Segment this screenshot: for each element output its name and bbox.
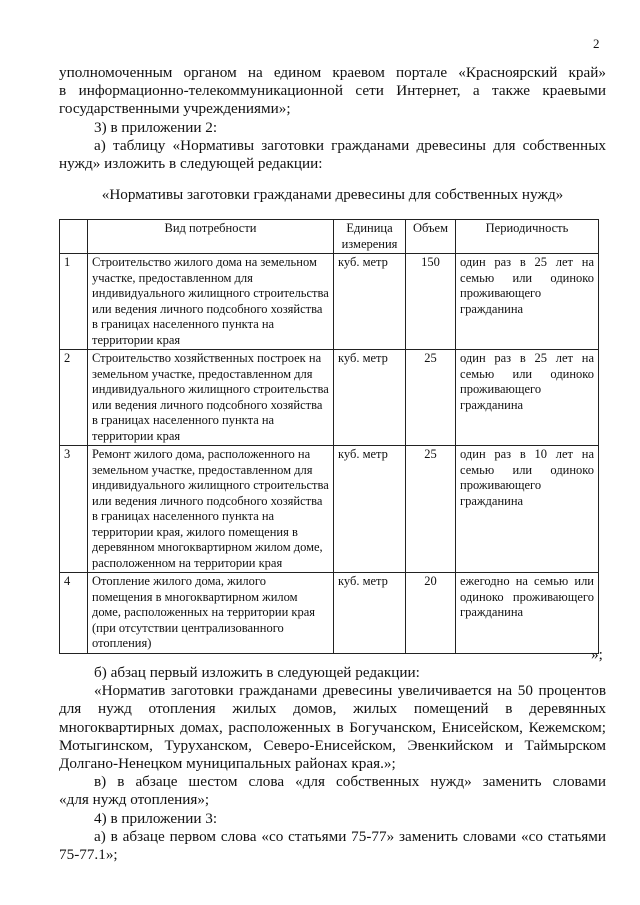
item-3a-line-2: нужд» изложить в следующей редакции: — [59, 155, 323, 172]
page-number: 2 — [593, 36, 600, 51]
row-period: один раз в 25 лет на семью или одиноко проживающего гражданина — [456, 350, 599, 446]
table-row — [60, 350, 599, 446]
row-volume: 25 — [406, 350, 456, 446]
row-unit: куб. метр — [334, 446, 406, 573]
quote-b-line-3: многоквартирных домах, расположенных в Богучанском, Енисейском, Кежемском; — [59, 719, 606, 736]
row-volume: 150 — [406, 254, 456, 350]
row-unit: куб. метр — [334, 254, 406, 350]
item-b: б) абзац первый изложить в следующей редакции: — [94, 664, 420, 681]
item-v-line-1: в) в абзаце шестом слова «для собственных нужд» заменить словами — [94, 773, 606, 790]
intro-line-2: в информационно-телекоммуникационной сети Интернет, а также краевыми — [59, 82, 606, 99]
row-period: один раз в 25 лет на семью или одиноко проживающего гражданина — [456, 254, 599, 350]
row-period: ежегодно на семью или одиноко проживающего гражданина — [456, 573, 599, 654]
row-unit: куб. метр — [334, 350, 406, 446]
header-unit: Единица измерения — [334, 220, 406, 254]
row-need: Строительство хозяйственных построек на земельном участке, предоставленном для индивидуального жилищного строительства или ведения личного подсобного хозяйства в границах населенного пункта на территории края — [88, 350, 334, 446]
table-row — [60, 573, 599, 654]
item-4a-line-2: 75-77.1»; — [59, 846, 118, 863]
item-3: 3) в приложении 2: — [94, 119, 218, 136]
row-num: 4 — [60, 573, 88, 654]
row-num: 2 — [60, 350, 88, 446]
item-3a-line-1: а) таблицу «Нормативы заготовки гражданами древесины для собственных — [94, 137, 606, 154]
intro-line-1: уполномоченным органом на едином краевом портале «Красноярский край» — [59, 64, 606, 81]
quote-b-line-1: «Норматив заготовки гражданами древесины увеличивается на 50 процентов — [94, 682, 606, 699]
header-period: Периодичность — [456, 220, 599, 254]
quote-b-line-5: Долгано-Ненецком муниципальных районах края.»; — [59, 755, 396, 772]
quote-b-line-2: для нужд отопления жилых домов, жилых помещений в деревянных — [59, 700, 606, 717]
header-volume: Объем — [406, 220, 456, 254]
table-title: «Нормативы заготовки гражданами древесины для собственных нужд» — [101, 186, 564, 203]
row-volume: 20 — [406, 573, 456, 654]
row-num: 1 — [60, 254, 88, 350]
row-need: Ремонт жилого дома, расположенного на земельном участке, предоставленном для индивидуального жилищного строительства или ведения личного подсобного хозяйства в границах населенного пункта на территории края, жилого помещения в деревянном многоквартирном жилом доме, расположенном на территории края — [88, 446, 334, 573]
table-header-row — [60, 220, 599, 254]
norms-table — [59, 219, 599, 654]
item-4a-line-1: а) в абзаце первом слова «со статьями 75-77» заменить словами «со статьями — [94, 828, 606, 845]
row-unit: куб. метр — [334, 573, 406, 654]
table-row — [60, 254, 599, 350]
header-num — [60, 220, 88, 254]
item-v-line-2: «для нужд отопления»; — [59, 791, 210, 808]
row-need: Отопление жилого дома, жилого помещения в многоквартирном жилом доме, расположенных на территории края (при отсутствии централизованного отопления) — [88, 573, 334, 654]
table-row — [60, 446, 599, 573]
row-need: Строительство жилого дома на земельном участке, предоставленном для индивидуального жилищного строительства или ведения личного подсобного хозяйства в границах населенного пункта на территории края — [88, 254, 334, 350]
row-num: 3 — [60, 446, 88, 573]
row-volume: 25 — [406, 446, 456, 573]
intro-line-3: государственными учреждениями»; — [59, 100, 291, 117]
quote-b-line-4: Мотыгинском, Туруханском, Северо-Енисейском, Эвенкийском и Таймырском — [59, 737, 606, 754]
header-need: Вид потребности — [88, 220, 334, 254]
row-period: один раз в 10 лет на семью или одиноко проживающего гражданина — [456, 446, 599, 573]
closing-quote: »; — [591, 646, 603, 663]
item-4: 4) в приложении 3: — [94, 810, 218, 827]
